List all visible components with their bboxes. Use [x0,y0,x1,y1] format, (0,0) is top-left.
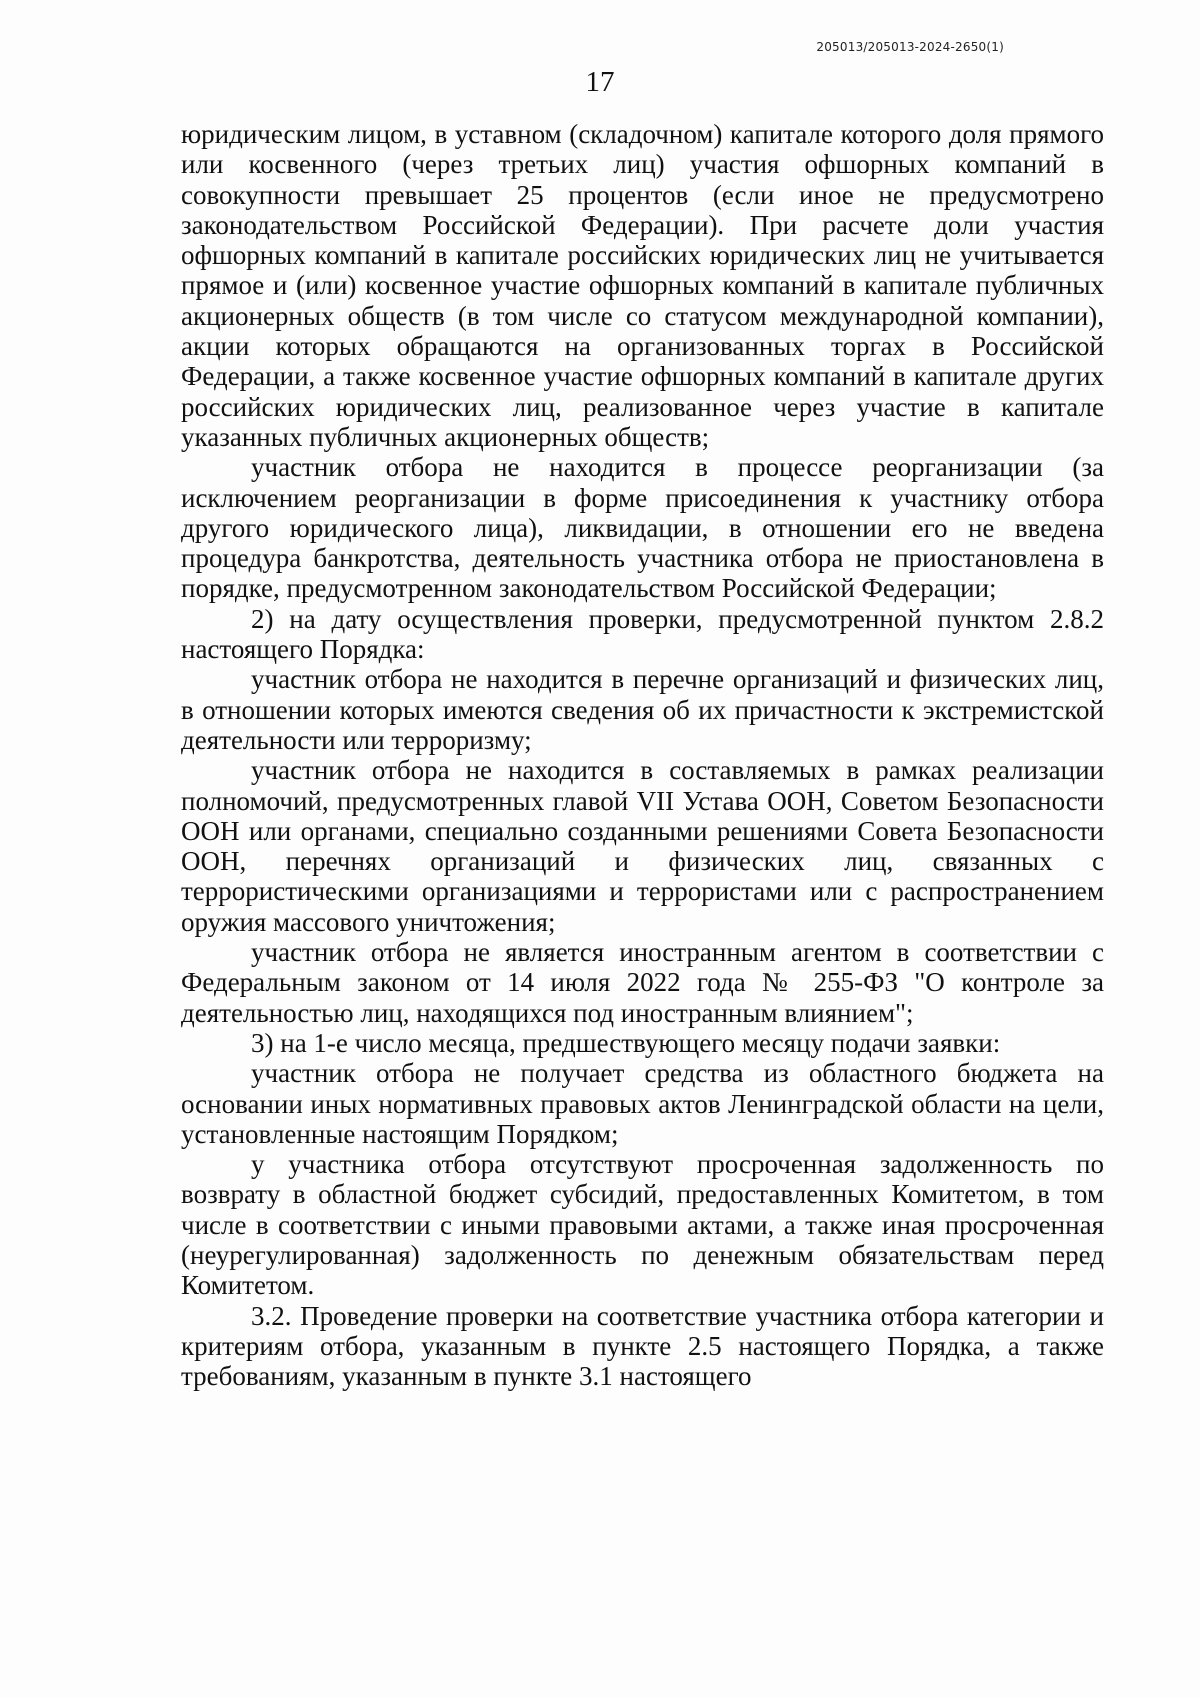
paragraph-un-lists: участник отбора не находится в составляемых в рамках реализации полномочий, предусмотренных главой VII Устава ООН, Советом Безопасности ООН или органами, специально созданными решениями Совета Безопасности ООН, перечнях организаций и физических лиц, связанных с террористическими организациями и террористами или с распространением оружия массового уничтожения; [181,755,1104,937]
paragraph-item-3: 3) на 1-е число месяца, предшествующего месяцу подачи заявки: [251,1027,1001,1058]
paragraph-section-3-2: 3.2. Проведение проверки на соответствие участника отбора категории и критериям отбора, указанным в пункте 2.5 настоящего Порядка, а также требованиям, указанным в пункте 3.1 настоящего [181,1300,1104,1392]
paragraph-item-2: 2) на дату осуществления проверки, предусмотренной пунктом 2.8.2 настоящего Порядка: [181,603,1104,665]
document-body [181,119,1104,1391]
document-id: 205013/205013-2024-2650(1) [816,40,1004,54]
page-number: 17 [585,66,615,98]
paragraph-foreign-agent: участник отбора не является иностранным агентом в соответствии с Федеральным законом от 14 июля 2022 года № 255-ФЗ "О контроле за деятельностью лиц, находящихся под иностранным влиянием"; [181,937,1104,1028]
paragraph-budget-funds: участник отбора не получает средства из областного бюджета на основании иных нормативных правовых актов Ленинградской области на цели, установленные настоящим Порядком; [181,1058,1104,1149]
paragraph-overdue-debt: у участника отбора отсутствуют просроченная задолженность по возврату в областной бюджет субсидий, предоставленных Комитетом, в том числе в соответствии с иными правовыми актами, а также иная просроченная (неурегулированная) задолженность по денежным обязательствам перед Комитетом. [181,1149,1104,1301]
paragraph-reorganization: участник отбора не находится в процессе реорганизации (за исключением реорганизации в форме присоединения к участнику отбора другого юридического лица), ликвидации, в отношении его не введена процедура банкротства, деятельность участника отбора не приостановлена в порядке, предусмотренном законодательством Российской Федерации; [181,452,1104,604]
paragraph-extremism: участник отбора не находится в перечне организаций и физических лиц, в отношении которых имеются сведения об их причастности к экстремистской деятельности или терроризму; [181,664,1104,755]
paragraph-offshore-continuation: юридическим лицом, в уставном (складочном) капитале которого доля прямого или косвенного (через третьих лиц) участия офшорных компаний в совокупности превышает 25 процентов (если иное не предусмотрено законодательством Российской Федерации). При расчете доли участия офшорных компаний в капитале российских юридических лиц не учитывается прямое и (или) косвенное участие офшорных компаний в капитале публичных акционерных обществ (в том числе со статусом международной компании), акции которых обращаются на организованных торгах в Российской Федерации, а также косвенное участие офшорных компаний в капитале других российских юридических лиц, реализованное через участие в капитале указанных публичных акционерных обществ; [181,119,1104,452]
